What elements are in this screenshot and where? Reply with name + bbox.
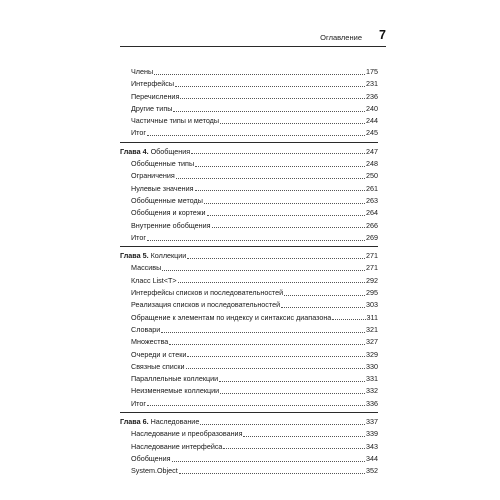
toc-entry-row[interactable] xyxy=(120,324,378,336)
toc-entry-row[interactable] xyxy=(120,78,378,90)
toc-page-number: 271 xyxy=(366,263,378,273)
toc-entry-row[interactable] xyxy=(120,441,378,453)
toc-entry-row[interactable] xyxy=(120,349,378,361)
dot-leader xyxy=(186,368,366,369)
toc-page-number: 231 xyxy=(366,79,378,89)
toc-page-number: 344 xyxy=(366,453,378,463)
toc-page-number: 269 xyxy=(366,232,378,242)
toc-entry-label: Обобщения и кортежи xyxy=(131,208,206,218)
dot-leader xyxy=(169,344,365,345)
toc-entry-label: Множества xyxy=(131,337,169,347)
toc-entry-row[interactable] xyxy=(120,361,378,373)
toc-entry-label: Интерфейсы xyxy=(131,79,175,89)
toc-page-number: 336 xyxy=(366,398,378,408)
toc-chapter-row[interactable] xyxy=(120,416,378,428)
toc-page-number: 352 xyxy=(366,466,378,476)
dot-leader xyxy=(195,166,365,167)
toc-entry-label xyxy=(120,250,186,262)
toc-entry-label: Интерфейсы списков и последовательностей xyxy=(131,288,284,298)
dot-leader xyxy=(219,381,365,382)
dot-leader xyxy=(243,436,365,437)
toc-page-number: 263 xyxy=(366,195,378,205)
toc-entry-label: Перечисления xyxy=(131,91,180,101)
toc-page-number: 175 xyxy=(366,67,378,76)
toc-entry-label: Члены xyxy=(131,67,154,76)
toc-entry-row[interactable] xyxy=(120,453,378,465)
dot-leader xyxy=(191,153,365,154)
toc-entry-row[interactable] xyxy=(120,195,378,207)
toc-entry-row[interactable] xyxy=(120,373,378,385)
toc-entry-label: Итог xyxy=(131,128,146,138)
toc-entry-label: System.Object xyxy=(131,466,178,476)
toc-page-number: 321 xyxy=(366,324,378,334)
toc-page-number: 266 xyxy=(366,220,378,230)
dot-leader xyxy=(220,393,365,394)
dot-leader xyxy=(180,98,365,99)
toc-entry-row[interactable] xyxy=(120,336,378,348)
toc-entry-row[interactable] xyxy=(120,158,378,170)
chapter-title: Обобщения xyxy=(150,146,191,156)
toc-entry-label: Внутренние обобщения xyxy=(131,220,211,230)
toc-entry-label: Другие типы xyxy=(131,103,173,113)
table-of-contents xyxy=(120,66,378,478)
toc-entry-label: Словари xyxy=(131,324,161,334)
chapter-prefix: Глава 5. xyxy=(120,251,149,261)
toc-chapter-row[interactable] xyxy=(120,250,378,262)
dot-leader xyxy=(200,424,365,425)
toc-entry-row[interactable] xyxy=(120,385,378,397)
toc-entry-label: Обращение к элементам по индексу и синтаксис диапазона xyxy=(131,312,332,322)
dot-leader xyxy=(147,135,365,136)
toc-entry-row[interactable] xyxy=(120,232,378,244)
toc-entry-row[interactable] xyxy=(120,312,378,324)
dot-leader xyxy=(223,448,365,449)
dot-leader xyxy=(176,178,365,179)
dot-leader xyxy=(178,282,365,283)
dot-leader xyxy=(332,319,365,320)
header-title: Оглавление xyxy=(320,33,362,42)
toc-page-number: 236 xyxy=(366,91,378,101)
toc-page-number: 292 xyxy=(366,275,378,285)
toc-page-number: 330 xyxy=(366,361,378,371)
dot-leader xyxy=(175,86,365,87)
toc-entry-row[interactable] xyxy=(120,170,378,182)
dot-leader xyxy=(204,203,365,204)
toc-entry-label xyxy=(120,416,199,428)
toc-entry-label: Обобщенные методы xyxy=(131,195,203,205)
dot-leader xyxy=(187,258,365,259)
toc-entry-row[interactable] xyxy=(120,275,378,287)
dot-leader xyxy=(173,111,365,112)
toc-entry-label: Массивы xyxy=(131,263,162,273)
toc-entry-row[interactable] xyxy=(120,299,378,311)
toc-entry-label: Обобщенные типы xyxy=(131,159,195,169)
dot-leader xyxy=(220,123,365,124)
toc-entry-label: Класс List<T> xyxy=(131,275,177,285)
toc-page-number: 245 xyxy=(366,128,378,138)
toc-page-number: 264 xyxy=(366,208,378,218)
dot-leader xyxy=(195,190,365,191)
chapter-divider xyxy=(120,246,378,247)
dot-leader xyxy=(207,215,365,216)
toc-page-number: 339 xyxy=(366,429,378,439)
dot-leader xyxy=(162,270,365,271)
toc-page-number: 311 xyxy=(366,312,378,322)
chapter-divider xyxy=(120,142,378,143)
toc-page-number: 343 xyxy=(366,441,378,451)
toc-entry-row[interactable] xyxy=(120,127,378,139)
toc-page-number: 250 xyxy=(366,171,378,181)
toc-page-number: 337 xyxy=(366,417,378,427)
dot-leader xyxy=(147,405,365,406)
toc-entry-label: Итог xyxy=(131,398,146,408)
toc-page-number: 331 xyxy=(366,374,378,384)
chapter-prefix: Глава 4. xyxy=(120,146,149,156)
toc-entry-row[interactable] xyxy=(120,183,378,195)
chapter-title: Коллекции xyxy=(150,251,187,261)
toc-page-number: 271 xyxy=(366,251,378,261)
toc-entry-label: Наследование и преобразования xyxy=(131,429,243,439)
toc-page-number: 295 xyxy=(366,288,378,298)
chapter-prefix: Глава 6. xyxy=(120,417,149,427)
toc-entry-row[interactable] xyxy=(120,220,378,232)
chapter-divider xyxy=(120,412,378,413)
toc-entry-row[interactable] xyxy=(120,207,378,219)
dot-leader xyxy=(187,356,365,357)
running-header xyxy=(120,30,386,47)
chapter-title: Наследование xyxy=(150,417,200,427)
dot-leader xyxy=(154,74,365,75)
toc-entry-row[interactable] xyxy=(120,428,378,440)
header-page-number: 7 xyxy=(379,28,386,42)
toc-page-number: 261 xyxy=(366,183,378,193)
toc-page-number: 247 xyxy=(366,146,378,156)
toc-page-number: 303 xyxy=(366,300,378,310)
toc-entry-label xyxy=(120,146,190,158)
toc-entry-row[interactable] xyxy=(120,66,378,78)
toc-page-number: 332 xyxy=(366,386,378,396)
toc-entry-label: Связные списки xyxy=(131,361,185,371)
toc-entry-label: Ограничения xyxy=(131,171,175,181)
toc-entry-row[interactable] xyxy=(120,465,378,477)
dot-leader xyxy=(281,307,365,308)
toc-entry-label: Неизменяемые коллекции xyxy=(131,386,220,396)
toc-page-number: 240 xyxy=(366,103,378,113)
toc-entry-label: Реализация списков и последовательностей xyxy=(131,300,281,310)
toc-entry-row[interactable] xyxy=(120,287,378,299)
toc-entry-label: Частичные типы и методы xyxy=(131,116,220,126)
toc-page-number: 329 xyxy=(366,349,378,359)
toc-entry-label: Обобщения xyxy=(131,453,171,463)
dot-leader xyxy=(179,473,365,474)
dot-leader xyxy=(172,461,365,462)
toc-entry-label: Нулевые значения xyxy=(131,183,194,193)
toc-page-number: 248 xyxy=(366,159,378,169)
toc-entry-row[interactable] xyxy=(120,398,378,410)
toc-entry-label: Наследование интерфейса xyxy=(131,441,223,451)
dot-leader xyxy=(212,227,365,228)
dot-leader xyxy=(147,240,365,241)
toc-entry-row[interactable] xyxy=(120,262,378,274)
toc-page-number: 327 xyxy=(366,337,378,347)
toc-page-number: 244 xyxy=(366,116,378,126)
toc-entry-label: Итог xyxy=(131,232,146,242)
toc-entry-row[interactable] xyxy=(120,91,378,103)
toc-entry-row[interactable] xyxy=(120,115,378,127)
toc-chapter-row[interactable] xyxy=(120,146,378,158)
toc-entry-label: Параллельные коллекции xyxy=(131,374,219,384)
dot-leader xyxy=(284,295,365,296)
toc-entry-row[interactable] xyxy=(120,103,378,115)
toc-entry-label: Очереди и стеки xyxy=(131,349,187,359)
dot-leader xyxy=(161,332,365,333)
